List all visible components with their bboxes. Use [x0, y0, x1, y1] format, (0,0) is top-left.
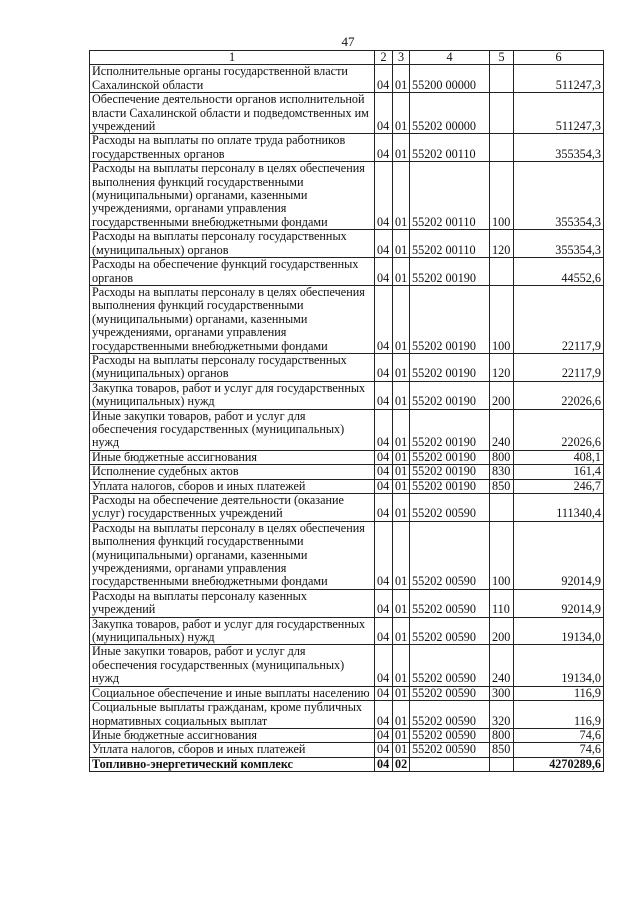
- row-code3-cell: 01: [393, 701, 410, 729]
- row-code5-cell: 800: [490, 728, 514, 742]
- row-name-cell: Расходы на обеспечение функций государственных органов: [90, 258, 375, 286]
- row-amount-cell: 22117,9: [514, 353, 604, 381]
- row-amount-cell: 74,6: [514, 728, 604, 742]
- row-code4-cell: 55202 00590: [410, 494, 490, 522]
- row-code2-cell: 04: [375, 93, 393, 134]
- row-name-cell: Расходы на выплаты персоналу в целях обеспечения выполнения функций государственными (муниципальными) органами, казенными учреждениями, органами управления государственными внебюджетными фондами: [90, 285, 375, 353]
- table-row: [90, 617, 604, 645]
- row-amount-cell: 116,9: [514, 686, 604, 700]
- row-code3-cell: 01: [393, 65, 410, 93]
- row-code4-cell: 55202 00110: [410, 134, 490, 162]
- row-code2-cell: 04: [375, 494, 393, 522]
- table-row: [90, 701, 604, 729]
- row-amount-cell: 22026,6: [514, 409, 604, 450]
- header-cell: 6: [514, 51, 604, 65]
- row-code2-cell: 04: [375, 728, 393, 742]
- row-code4-cell: 55202 00190: [410, 479, 490, 493]
- row-code4-cell: 55202 00190: [410, 258, 490, 286]
- row-code2-cell: 04: [375, 65, 393, 93]
- row-code3-cell: 01: [393, 479, 410, 493]
- row-code2-cell: 04: [375, 701, 393, 729]
- row-code3-cell: 01: [393, 285, 410, 353]
- row-code5-cell: [490, 65, 514, 93]
- row-code5-cell: 100: [490, 162, 514, 230]
- row-code5-cell: 800: [490, 450, 514, 464]
- row-code5-cell: 200: [490, 381, 514, 409]
- row-code5-cell: 240: [490, 409, 514, 450]
- row-amount-cell: 111340,4: [514, 494, 604, 522]
- table-row: [90, 353, 604, 381]
- row-amount-cell: 4270289,6: [514, 757, 604, 771]
- row-code4-cell: 55202 00590: [410, 617, 490, 645]
- header-cell: 5: [490, 51, 514, 65]
- row-name-cell: Уплата налогов, сборов и иных платежей: [90, 743, 375, 757]
- row-amount-cell: 511247,3: [514, 93, 604, 134]
- row-name-cell: Расходы на выплаты персоналу в целях обеспечения выполнения функций государственными (муниципальными) органами, казенными учреждениями, органами управления государственными внебюджетными фондами: [90, 521, 375, 589]
- table-row: [90, 258, 604, 286]
- row-name-cell: Исполнительные органы государственной власти Сахалинской области: [90, 65, 375, 93]
- row-name-cell: Обеспечение деятельности органов исполнительной власти Сахалинской области и подведомственных им учреждений: [90, 93, 375, 134]
- row-code3-cell: 01: [393, 494, 410, 522]
- row-name-cell: Исполнение судебных актов: [90, 465, 375, 479]
- header-cell: 2: [375, 51, 393, 65]
- row-code2-cell: 04: [375, 589, 393, 617]
- row-code3-cell: 02: [393, 757, 410, 771]
- row-code4-cell: 55202 00590: [410, 686, 490, 700]
- row-code5-cell: 300: [490, 686, 514, 700]
- row-name-cell: Расходы на выплаты персоналу казенных учреждений: [90, 589, 375, 617]
- row-code3-cell: 01: [393, 617, 410, 645]
- row-code4-cell: 55202 00190: [410, 353, 490, 381]
- row-code4-cell: 55202 00190: [410, 450, 490, 464]
- table-row: [90, 479, 604, 493]
- row-code4-cell: [410, 757, 490, 771]
- row-code2-cell: 04: [375, 285, 393, 353]
- row-code5-cell: [490, 258, 514, 286]
- row-code3-cell: 01: [393, 521, 410, 589]
- row-code2-cell: 04: [375, 258, 393, 286]
- row-amount-cell: 355354,3: [514, 162, 604, 230]
- row-code3-cell: 01: [393, 686, 410, 700]
- row-name-cell: Расходы на выплаты по оплате труда работников государственных органов: [90, 134, 375, 162]
- row-code2-cell: 04: [375, 409, 393, 450]
- row-name-cell: Социальные выплаты гражданам, кроме публичных нормативных социальных выплат: [90, 701, 375, 729]
- row-amount-cell: 246,7: [514, 479, 604, 493]
- row-code4-cell: 55202 00590: [410, 521, 490, 589]
- row-code5-cell: 240: [490, 645, 514, 686]
- row-code2-cell: 04: [375, 617, 393, 645]
- row-amount-cell: 22026,6: [514, 381, 604, 409]
- row-code5-cell: 850: [490, 743, 514, 757]
- row-code2-cell: 04: [375, 450, 393, 464]
- row-name-cell: Социальное обеспечение и иные выплаты населению: [90, 686, 375, 700]
- row-amount-cell: 44552,6: [514, 258, 604, 286]
- row-code5-cell: 850: [490, 479, 514, 493]
- row-code3-cell: 01: [393, 353, 410, 381]
- row-name-cell: Топливно-энергетический комплекс: [90, 757, 375, 771]
- row-code5-cell: [490, 757, 514, 771]
- row-code5-cell: 110: [490, 589, 514, 617]
- table-row: [90, 285, 604, 353]
- row-name-cell: Закупка товаров, работ и услуг для государственных (муниципальных) нужд: [90, 381, 375, 409]
- row-code4-cell: 55202 00590: [410, 728, 490, 742]
- row-amount-cell: 116,9: [514, 701, 604, 729]
- row-amount-cell: 92014,9: [514, 521, 604, 589]
- row-code4-cell: 55202 00190: [410, 381, 490, 409]
- row-code3-cell: 01: [393, 465, 410, 479]
- table-row: [90, 381, 604, 409]
- row-code4-cell: 55202 00000: [410, 93, 490, 134]
- row-code3-cell: 01: [393, 743, 410, 757]
- row-code2-cell: 04: [375, 230, 393, 258]
- row-code3-cell: 01: [393, 728, 410, 742]
- row-name-cell: Иные бюджетные ассигнования: [90, 728, 375, 742]
- table-row: [90, 409, 604, 450]
- row-amount-cell: 92014,9: [514, 589, 604, 617]
- row-code2-cell: 04: [375, 465, 393, 479]
- row-name-cell: Закупка товаров, работ и услуг для государственных (муниципальных) нужд: [90, 617, 375, 645]
- table-row: [90, 134, 604, 162]
- row-code3-cell: 01: [393, 409, 410, 450]
- row-code4-cell: 55202 00190: [410, 285, 490, 353]
- table-row: [90, 728, 604, 742]
- row-amount-cell: 161,4: [514, 465, 604, 479]
- table-row: [90, 65, 604, 93]
- row-code5-cell: 100: [490, 285, 514, 353]
- row-amount-cell: 408,1: [514, 450, 604, 464]
- table-row: [90, 645, 604, 686]
- row-name-cell: Расходы на выплаты персоналу государственных (муниципальных) органов: [90, 353, 375, 381]
- page-number: 47: [341, 34, 355, 49]
- header-cell: 4: [410, 51, 490, 65]
- table-row: [90, 230, 604, 258]
- row-code5-cell: 120: [490, 230, 514, 258]
- row-code2-cell: 04: [375, 757, 393, 771]
- row-code4-cell: 55202 00190: [410, 409, 490, 450]
- row-code2-cell: 04: [375, 521, 393, 589]
- table-row: [90, 521, 604, 589]
- header-cell: 1: [90, 51, 375, 65]
- row-code4-cell: 55202 00590: [410, 743, 490, 757]
- row-code2-cell: 04: [375, 134, 393, 162]
- budget-table: [89, 50, 604, 772]
- row-code5-cell: 100: [490, 521, 514, 589]
- row-code3-cell: 01: [393, 93, 410, 134]
- row-code2-cell: 04: [375, 479, 393, 493]
- row-code4-cell: 55200 00000: [410, 65, 490, 93]
- row-amount-cell: 22117,9: [514, 285, 604, 353]
- row-code3-cell: 01: [393, 134, 410, 162]
- table-row: [90, 450, 604, 464]
- row-amount-cell: 19134,0: [514, 645, 604, 686]
- row-code5-cell: 830: [490, 465, 514, 479]
- row-name-cell: Расходы на выплаты персоналу в целях обеспечения выполнения функций государственными (муниципальными) органами, казенными учреждениями, органами управления государственными внебюджетными фондами: [90, 162, 375, 230]
- table-row: [90, 686, 604, 700]
- row-code5-cell: 320: [490, 701, 514, 729]
- row-code3-cell: 01: [393, 645, 410, 686]
- row-code4-cell: 55202 00590: [410, 645, 490, 686]
- table-row: [90, 757, 604, 771]
- row-code2-cell: 04: [375, 645, 393, 686]
- row-code4-cell: 55202 00190: [410, 465, 490, 479]
- row-code3-cell: 01: [393, 450, 410, 464]
- row-code4-cell: 55202 00590: [410, 701, 490, 729]
- row-code2-cell: 04: [375, 162, 393, 230]
- table-row: [90, 743, 604, 757]
- row-code4-cell: 55202 00110: [410, 162, 490, 230]
- row-code3-cell: 01: [393, 258, 410, 286]
- row-code5-cell: 200: [490, 617, 514, 645]
- row-code3-cell: 01: [393, 162, 410, 230]
- table-row: [90, 162, 604, 230]
- row-amount-cell: 74,6: [514, 743, 604, 757]
- table-row: [90, 494, 604, 522]
- row-amount-cell: 19134,0: [514, 617, 604, 645]
- row-name-cell: Иные закупки товаров, работ и услуг для обеспечения государственных (муниципальных) нужд: [90, 409, 375, 450]
- row-code5-cell: [490, 494, 514, 522]
- row-code5-cell: 120: [490, 353, 514, 381]
- row-code3-cell: 01: [393, 230, 410, 258]
- table-row: [90, 465, 604, 479]
- row-code4-cell: 55202 00590: [410, 589, 490, 617]
- row-amount-cell: 511247,3: [514, 65, 604, 93]
- row-name-cell: Расходы на выплаты персоналу государственных (муниципальных) органов: [90, 230, 375, 258]
- row-code2-cell: 04: [375, 743, 393, 757]
- row-code3-cell: 01: [393, 381, 410, 409]
- header-row: [90, 51, 604, 65]
- row-name-cell: Уплата налогов, сборов и иных платежей: [90, 479, 375, 493]
- row-code5-cell: [490, 93, 514, 134]
- row-amount-cell: 355354,3: [514, 134, 604, 162]
- row-amount-cell: 355354,3: [514, 230, 604, 258]
- row-code5-cell: [490, 134, 514, 162]
- row-code2-cell: 04: [375, 353, 393, 381]
- row-code4-cell: 55202 00110: [410, 230, 490, 258]
- row-name-cell: Иные закупки товаров, работ и услуг для обеспечения государственных (муниципальных) нужд: [90, 645, 375, 686]
- row-code3-cell: 01: [393, 589, 410, 617]
- row-name-cell: Иные бюджетные ассигнования: [90, 450, 375, 464]
- row-code2-cell: 04: [375, 381, 393, 409]
- table-row: [90, 589, 604, 617]
- row-code2-cell: 04: [375, 686, 393, 700]
- header-cell: 3: [393, 51, 410, 65]
- table-row: [90, 93, 604, 134]
- row-name-cell: Расходы на обеспечение деятельности (оказание услуг) государственных учреждений: [90, 494, 375, 522]
